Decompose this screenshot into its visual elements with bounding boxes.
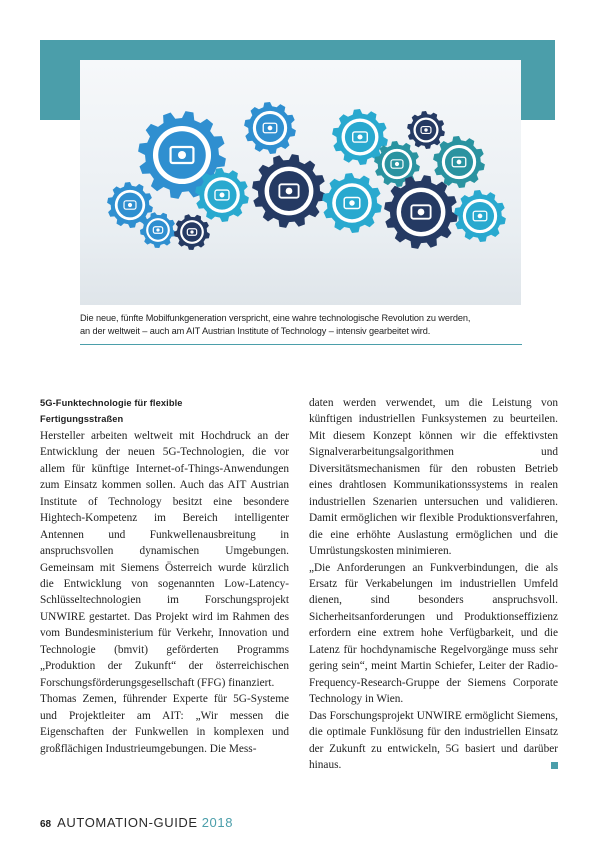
section-heading: [40, 395, 289, 428]
gear-laptop-icon: [322, 173, 382, 233]
article-column-left: [40, 395, 289, 757]
paragraph: daten werden verwendet, um die Leistung von künftigen industriellen Funksystemen zu beurteilen. Mit diesem Konzept können wir die effektivsten Signalverarbeitungsalgorithmen und Diversitätsmechanismen für den robusten Betrieb eines drahtlosen Kommunikationssystems in realen industriellen Szenarien untersuchen und validieren. Damit ermöglichen wir flexible Produktionsverfahren, die eine erhöhte Auslastung ermöglichen und die Umrüstungskosten minimieren.: [309, 397, 558, 558]
paragraph: „Die Anforderungen an Funkverbindungen, die als Ersatz für Verkabelungen im industriellen Umfeld dienen, sind besonders anspruchsvoll. Sicherheitsanforderungen und Produktionseffizienz erfordern eine extrem hohe Verfügbarkeit, und die Latenz für hochdynamische Regelvorgänge muss sehr gering sein“, meint Martin Schiefer, Leiter der Radio-Frequency-Research-Gruppe der Siemens Corporate Technology in Wien.: [309, 561, 558, 706]
figure-caption: [80, 312, 525, 337]
paragraph: [309, 708, 558, 774]
publication-year: 2018: [201, 815, 234, 830]
gear-settings-icon: [454, 190, 506, 242]
caption-rule: [80, 344, 522, 345]
caption-line-1: Die neue, fünfte Mobilfunkgeneration verspricht, eine wahre technologische Revolution zu werden,: [80, 313, 471, 323]
gear-cart-icon: [174, 214, 210, 250]
gear-network-icon: [244, 102, 296, 154]
gear-icons-graphic: [80, 60, 521, 305]
gear-illustration: [80, 60, 521, 305]
paragraph: Hersteller arbeiten weltweit mit Hochdruck an der Entwicklung der neuen 5G-Technologien, die vor allem für künftige Internet-of-Things-Anwendungen zum Einsatz kommen sollen. Auch das AIT Austrian Institute of Technology besitzt eine besondere Hightech-Kompetenz im Bereich intelligenter Antennen und Funkwellenausbreitung in anspruchsvollen dynamischen Umgebungen. Gemeinsam mit Siemens Österreich wurde kürzlich die Entwicklung von sogenannten Low-Latency-Schlüsseltechnologien im Forschungsprojekt UNWIRE gestartet. Das Projekt wird im Rahmen des vom Bundesministerium für Verkehr, Innovation und Technologie (bmvit) geförderten Programms „Produktion der Zukunft“ der österreichischen Forschungsförderungsgesellschaft (FFG) finanziert.: [40, 429, 289, 689]
section-heading-line-1: 5G-Funktechnologie für flexible: [40, 398, 183, 408]
gear-terminal-icon: [407, 111, 445, 149]
end-of-article-mark: [551, 762, 558, 769]
section-heading-line-2: Fertigungsstraßen: [40, 414, 124, 425]
page-number: 68: [40, 819, 52, 830]
paragraph: Thomas Zemen, führender Experte für 5G-Systeme und Projektleiter am AIT: „Wir messen die Eigenschaften der Funkwellen in komplexen und großflächigen Industrieumgebungen. Die Mess-: [40, 693, 289, 755]
paragraph-text: Das Forschungsprojekt UNWIRE ermöglicht Siemens, die optimale Funklösung für den industriellen Einsatz der Zukunft zu entwickeln, 5G basiert und darüber hinaus.: [309, 709, 558, 771]
caption-line-2: an der weltweit – auch am AIT Austrian Institute of Technology – intensiv gearbeitet wird.: [80, 325, 431, 336]
gear-battery-icon: [195, 168, 249, 222]
gear-rocket-icon: [384, 175, 458, 249]
page-footer: [40, 815, 233, 830]
article-column-right: [309, 395, 558, 773]
publication-name: AUTOMATION-GUIDE: [57, 815, 198, 830]
gear-hard-disk-icon: [252, 154, 326, 228]
gear-wireless-tower-icon: [433, 136, 485, 188]
